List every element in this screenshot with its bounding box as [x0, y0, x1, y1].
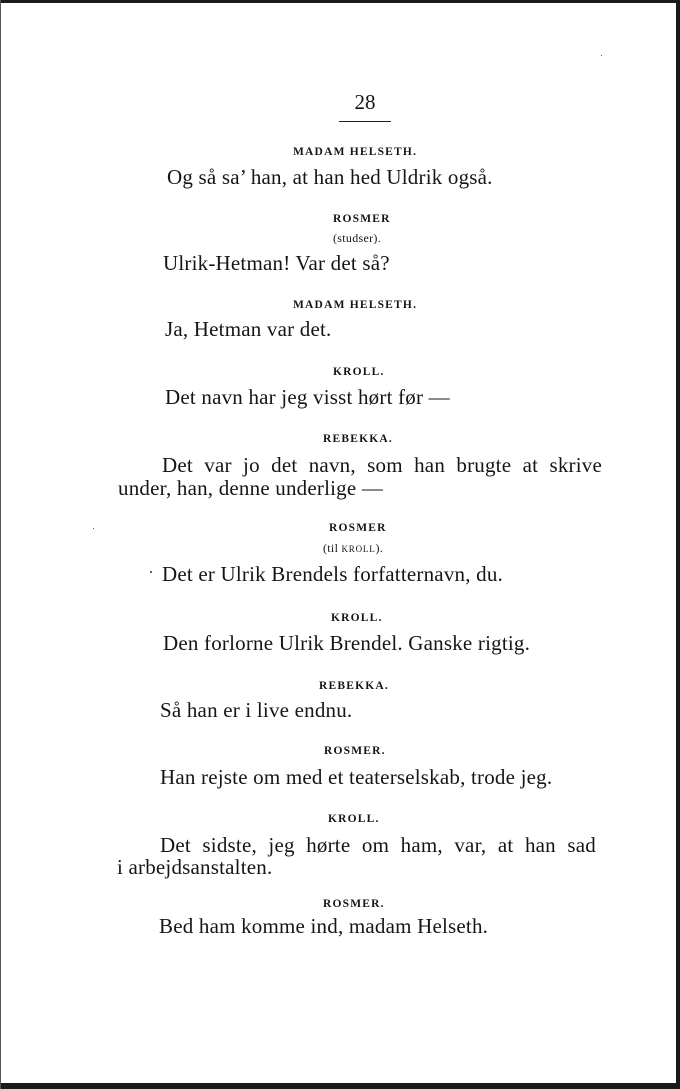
dialogue-line: Det er Ulrik Brendels forfatternavn, du. — [162, 562, 503, 586]
speaker-name: ROSMER — [329, 522, 387, 534]
scan-border-bottom — [0, 1083, 680, 1089]
scan-speck — [93, 528, 94, 529]
dialogue-line: Det var jo det navn, som han brugte at skrive — [162, 453, 602, 477]
page-number-rule — [339, 121, 391, 122]
speaker-name: REBEKKA. — [319, 680, 389, 692]
direction-character: KROLL — [341, 544, 376, 554]
dialogue-line: Ja, Hetman var det. — [165, 317, 332, 341]
stage-direction: (studser). — [333, 231, 381, 245]
speaker-name: MADAM HELSETH. — [293, 299, 418, 311]
speaker-name: KROLL. — [333, 366, 385, 378]
dialogue-line: Så han er i live endnu. — [160, 698, 353, 722]
dialogue-line: i arbejdsanstalten. — [117, 855, 273, 879]
speaker-name: MADAM HELSETH. — [293, 146, 418, 158]
scan-border-top — [0, 0, 680, 3]
speaker-name: KROLL. — [331, 612, 383, 624]
dialogue-line: Han rejste om med et teaterselskab, trode jeg. — [160, 765, 553, 789]
dialogue-line: Den forlorne Ulrik Brendel. Ganske rigtig. — [163, 631, 531, 655]
dialogue-line: Det sidste, jeg hørte om ham, var, at han sad — [160, 833, 596, 857]
stage-direction — [323, 541, 383, 556]
direction-prefix: (til — [323, 541, 342, 555]
page-number: 28 — [354, 90, 376, 114]
speaker-name: ROSMER — [333, 213, 391, 225]
scan-speck — [150, 571, 152, 573]
scan-border-right — [676, 0, 680, 1089]
dialogue-line: Ulrik-Hetman! Var det så? — [163, 251, 390, 275]
speaker-name: REBEKKA. — [323, 433, 393, 445]
scan-border-left — [0, 0, 1, 1089]
dialogue-line: under, han, denne underlige — — [118, 476, 384, 500]
speaker-name: ROSMER. — [324, 745, 386, 757]
dialogue-line: Bed ham komme ind, madam Helseth. — [159, 914, 489, 938]
scan-speck — [601, 55, 602, 56]
direction-suffix: ). — [375, 541, 384, 555]
dialogue-line: Det navn har jeg visst hørt før — — [165, 385, 450, 409]
speaker-name: ROSMER. — [323, 898, 385, 910]
dialogue-line: Og så sa’ han, at han hed Uldrik også. — [167, 165, 493, 189]
speaker-name: KROLL. — [328, 813, 380, 825]
